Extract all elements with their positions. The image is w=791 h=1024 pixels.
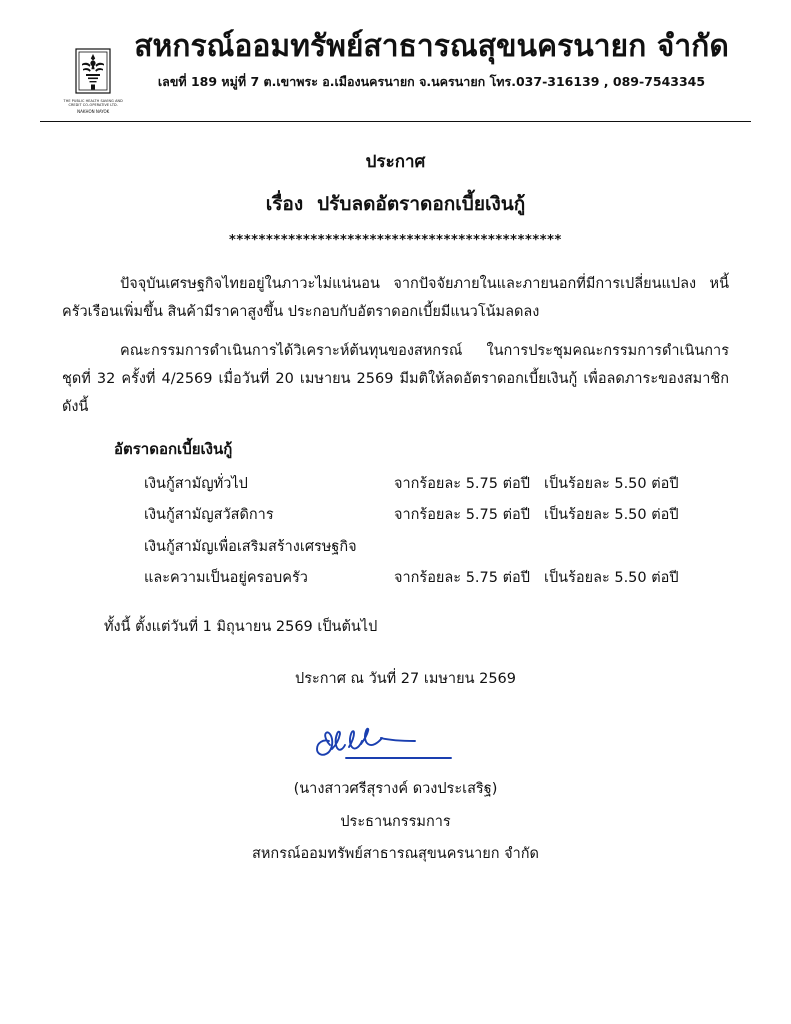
- logo-caption-en: THE PUBLIC HEALTH SAVING AND CREDIT CO-OPERATIVE LTD.: [63, 99, 123, 108]
- garuda-emblem-icon: [62, 46, 124, 98]
- logo-caption-province: NAKHON NAYOK: [77, 108, 110, 114]
- rate-to: เป็นร้อยละ 5.50 ต่อปี: [544, 475, 679, 492]
- rate-name: เงินกู้สามัญทั่วไป: [144, 475, 248, 492]
- interest-rate-table: [114, 469, 694, 595]
- effective-date-line: ทั้งนี้ ตั้งแต่วันที่ 1 มิถุนายน 2569 เป็นต้นไป: [104, 618, 378, 635]
- announcement-title: ประกาศ: [365, 152, 426, 172]
- organization-block: [128, 30, 729, 92]
- rate-name: เงินกู้สามัญสวัสดิการ: [144, 507, 274, 524]
- rate-to: เป็นร้อยละ 5.50 ต่อปี: [544, 507, 679, 524]
- rate-to: [544, 532, 694, 564]
- handwritten-signature-icon: [301, 711, 491, 771]
- rate-from: [394, 532, 544, 564]
- rate-from: จากร้อยละ 5.75 ต่อปี: [394, 507, 530, 524]
- document-body: [62, 270, 729, 868]
- rate-to: เป็นร้อยละ 5.50 ต่อปี: [544, 570, 679, 587]
- paragraph-2: คณะกรรมการดำเนินการได้วิเคราะห์ต้นทุนของสหกรณ์ ในการประชุมคณะกรรมการดำเนินการ ชุดที่ 32 ครั้งที่ 4/2569 เมื่อวันที่ 20 เมษายน 2569 มีมติให้ลดอัตราดอกเบี้ยเงินกู้ เพื่อลดภาระของสมาชิก ดังนี้: [62, 342, 729, 416]
- star-divider: *********************************************: [229, 233, 562, 248]
- document-header: [0, 0, 791, 112]
- paragraph-1: ปัจจุบันเศรษฐกิจไทยอยู่ในภาวะไม่แน่นอน จากปัจจัยภายในและภายนอกที่มีการเปลี่ยนแปลง หนี้ครัวเรือนเพิ่มขึ้น สินค้ามีราคาสูงขึ้น ประกอบกับอัตราดอกเบี้ยมีแนวโน้มลดลง: [62, 276, 729, 321]
- table-row: [114, 469, 694, 501]
- signer-role: ประธานกรรมการ: [340, 813, 451, 830]
- organization-address: เลขที่ 189 หมู่ที่ 7 ต.เขาพระ อ.เมืองนครนายก จ.นครนายก โทร.037-316139 , 089-7543345: [157, 73, 706, 89]
- rate-from: จากร้อยละ 5.75 ต่อปี: [394, 475, 530, 492]
- header-row: [40, 30, 751, 112]
- subject-label: เรื่อง: [265, 193, 304, 215]
- table-row: [114, 500, 694, 532]
- signer-organization: สหกรณ์ออมทรัพย์สาธารณสุขนครนายก จำกัด: [252, 845, 539, 862]
- table-row: [114, 563, 694, 595]
- header-divider-rule: [40, 121, 751, 122]
- rate-name: และความเป็นอยู่ครอบครัว: [144, 570, 308, 587]
- organization-name: สหกรณ์ออมทรัพย์สาธารณสุขนครนายก จำกัด: [134, 29, 729, 64]
- signer-name: (นางสาวศรีสุรางค์ ดวงประเสริฐ): [293, 781, 498, 798]
- rate-from: จากร้อยละ 5.75 ต่อปี: [394, 570, 530, 587]
- rate-name: เงินกู้สามัญเพื่อเสริมสร้างเศรษฐกิจ: [144, 538, 357, 555]
- announcement-date-line: ประกาศ ณ วันที่ 27 เมษายน 2569: [295, 671, 516, 688]
- subject-text: ปรับลดอัตราดอกเบี้ยเงินกู้: [317, 193, 526, 215]
- announcement-subject-line: [0, 189, 791, 219]
- cooperative-logo: [62, 46, 124, 112]
- signature-area: [62, 711, 729, 773]
- table-row: [114, 532, 694, 564]
- rates-section-heading: อัตราดอกเบี้ยเงินกู้: [114, 440, 233, 459]
